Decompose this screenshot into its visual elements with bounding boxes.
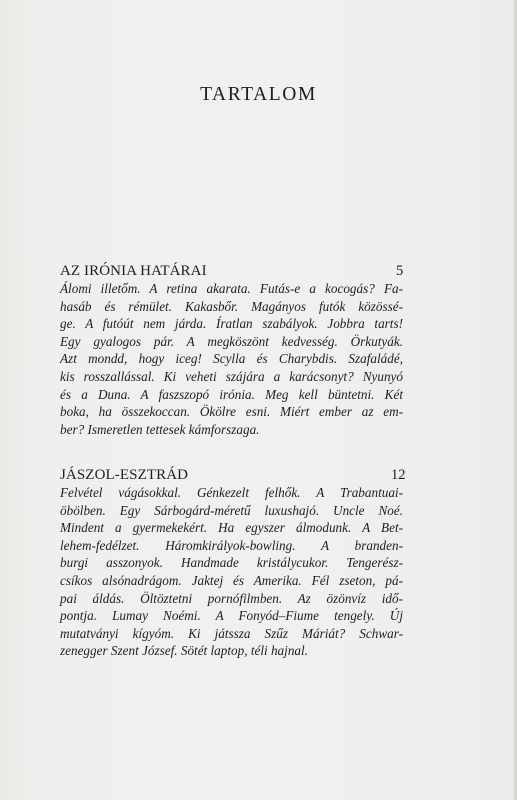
section-summary-2 xyxy=(60,484,403,660)
summary-line: hasáb és rémület. Kakasbőr. Magányos futók közössé- xyxy=(60,298,403,314)
summary-line: zenegger Szent József. Sötét laptop, téli hajnal. xyxy=(60,643,308,659)
summary-line: csíkos alsónadrágom. Jaktej és Amerika. Fél zseton, pá- xyxy=(60,572,403,588)
summary-line: Felvétel vágásokkal. Génkezelt felhők. A Trabantuai- xyxy=(60,485,403,500)
summary-line: Álomi illetőm. A retina akarata. Futás-e a kocogás? Fa- xyxy=(60,281,403,296)
summary-line: pai áldás. Öltöztetni pornófilmben. Az özönvíz idő- xyxy=(60,590,403,606)
page-edge xyxy=(513,0,517,800)
summary-line: ber? Ismeretlen tettesek kámforszaga. xyxy=(60,421,260,437)
summary-line: burgi asszonyok. Handmade kristálycukor. Tengerész- xyxy=(60,555,403,571)
section-page-number-2: 12 xyxy=(391,467,406,483)
page-title: TARTALOM xyxy=(200,84,317,105)
summary-line: Mindent a gyermekekért. Ha egyszer álmodunk. A Bet- xyxy=(60,520,403,536)
summary-line: lehem-fedélzet. Háromkirályok-bowling. A branden- xyxy=(60,537,403,553)
summary-line: és a Duna. A faszszopó irónia. Meg kell büntetni. Két xyxy=(60,386,403,402)
summary-line: ge. A futóút nem járda. Íratlan szabályok. Jobbra tarts! xyxy=(60,316,403,332)
section-heading-2: JÁSZOL-ESZTRÁD xyxy=(60,467,189,483)
summary-line: öbölben. Egy Sárbogárd-méretű luxushajó. Uncle Noé. xyxy=(60,502,403,518)
summary-line: kis rosszallással. Ki veheti szájára a karácsonyt? Nyunyó xyxy=(60,368,403,384)
summary-line: Azt mondd, hogy iceg! Scylla és Charybdis. Szafaládé, xyxy=(60,351,403,367)
section-summary-1 xyxy=(60,280,403,438)
summary-line: boka, ha összekoccan. Ökölre esni. Miért ember az em- xyxy=(60,404,403,420)
summary-line: pontja. Lumay Noémi. A Fonyód–Fiume tengely. Új xyxy=(60,608,403,624)
section-heading-1: AZ IRÓNIA HATÁRAI xyxy=(60,263,207,279)
summary-line: mutatványi kígyóm. Ki játssza Szűz Máriát? Schwar- xyxy=(60,625,403,641)
summary-line: Egy gyalogos pár. A megköszönt kedvesség. Örkutyák. xyxy=(60,333,403,349)
section-page-number-1: 5 xyxy=(396,263,404,279)
